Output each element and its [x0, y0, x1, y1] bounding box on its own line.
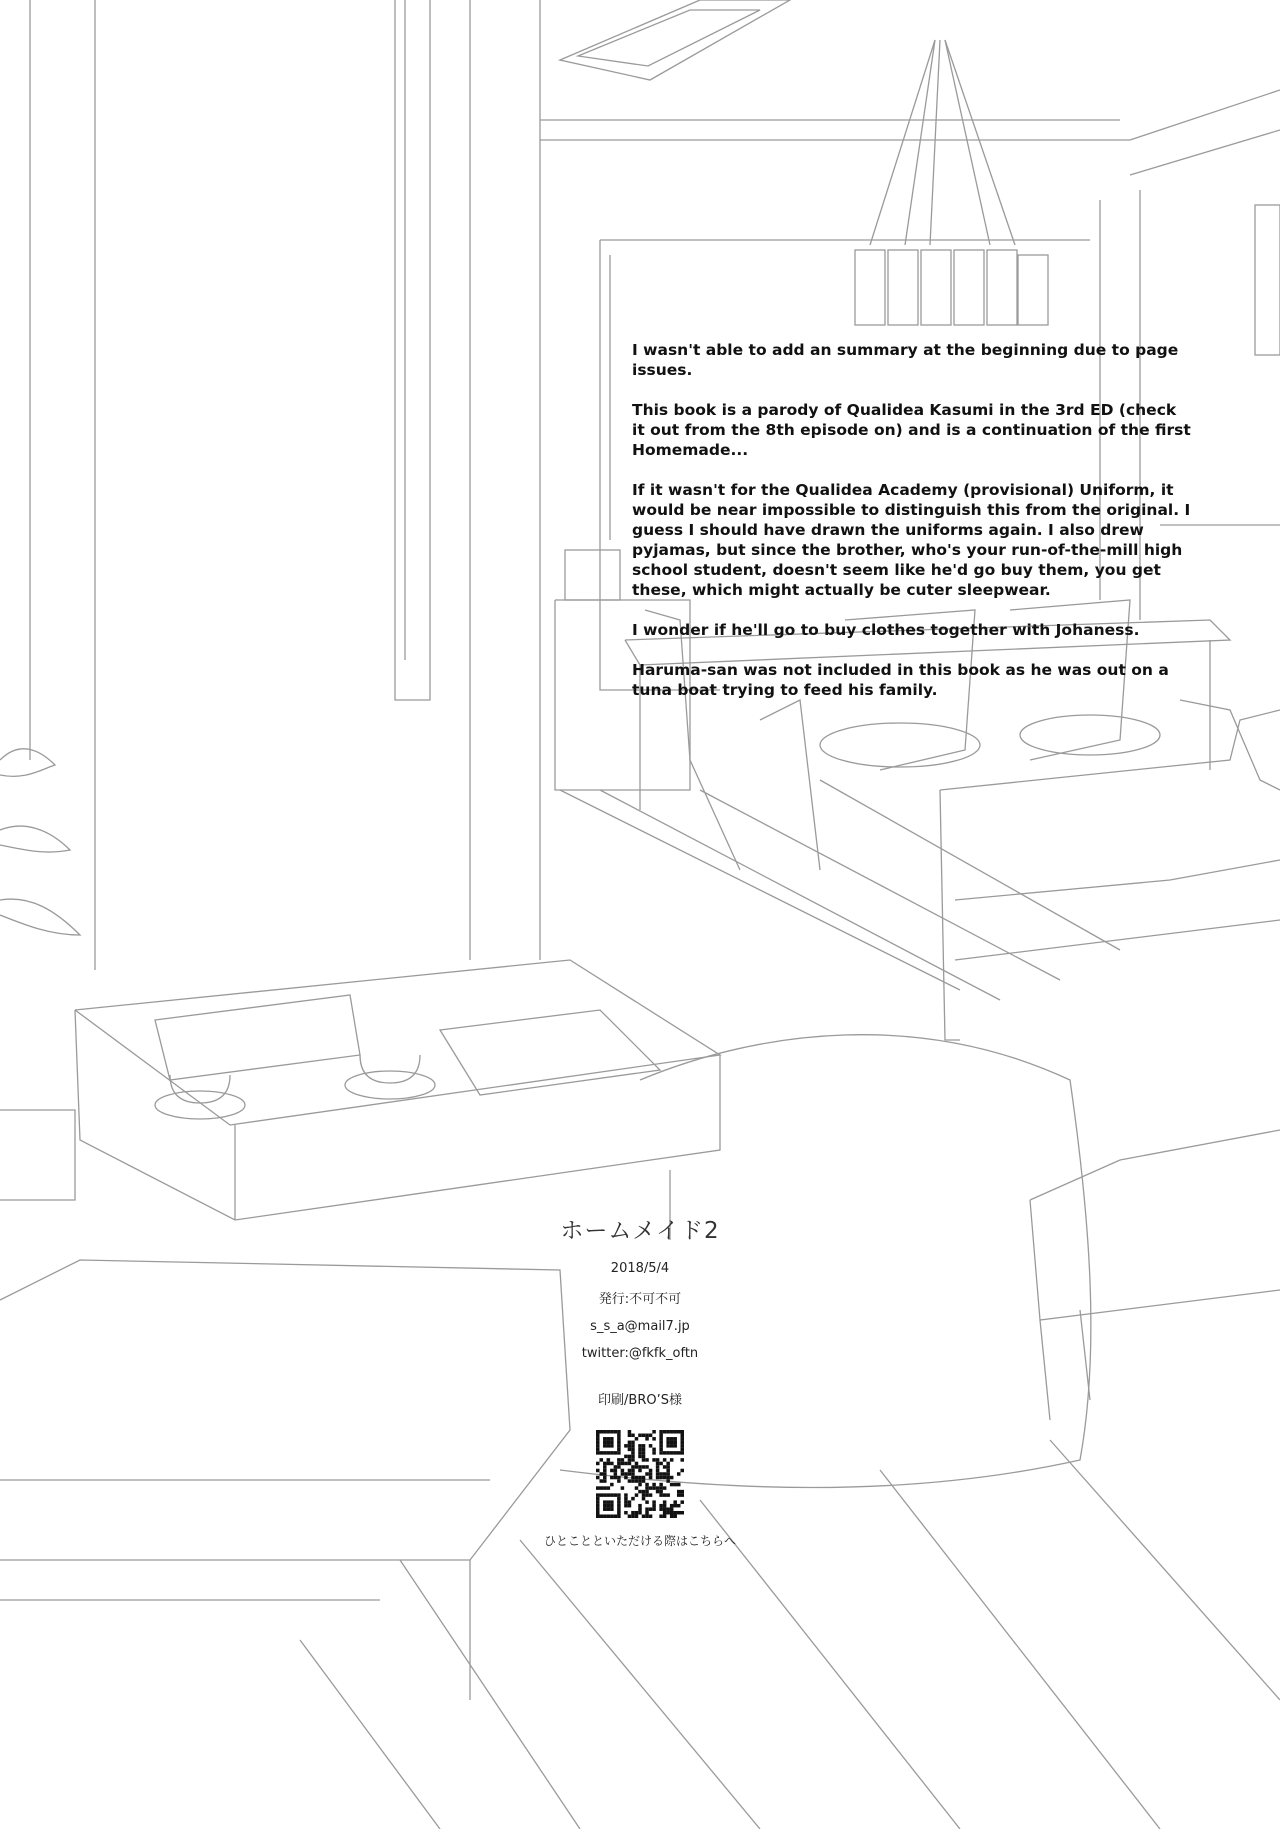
note-paragraph-3: If it wasn't for the Qualidea Academy (provisional) Uniform, it would be near impossible to distinguish this from the original. I guess I should have drawn the uniforms again. I also drew pyjamas, but since the brother, who's your run-of-the-mill high school student, doesn't seem like he'd go buy them, you get these, which might actually be cuter sleepwear. [632, 481, 1191, 599]
contact-email: s_s_a@mail7.jp [590, 1319, 690, 1334]
book-title: ホームメイド2 [560, 1218, 720, 1244]
note-paragraph-4: I wonder if he'll go to buy clothes together with Johaness. [632, 621, 1140, 639]
twitter-handle: twitter:@fkfk_oftn [581, 1346, 699, 1361]
publish-date: 2018/5/4 [610, 1261, 670, 1276]
publisher: 発行:不可不可 [598, 1292, 682, 1307]
qr-caption: ひとことといただける際はこちらへ [543, 1534, 736, 1548]
note-paragraph-2: This book is a parody of Qualidea Kasumi in the 3rd ED (check it out from the 8th episode on) and is a continuation of the first Homemade... [632, 401, 1191, 459]
colophon [500, 1212, 780, 1549]
translator-notes [632, 340, 1192, 720]
note-paragraph-1: I wasn't able to add an summary at the beginning due to page issues. [632, 341, 1179, 379]
printer-credit: 印刷/BRO’S様 [598, 1393, 682, 1408]
note-paragraph-5: Haruma-san was not included in this book as he was out on a tuna boat trying to feed his family. [632, 661, 1169, 699]
qr-code-icon[interactable] [596, 1430, 684, 1518]
